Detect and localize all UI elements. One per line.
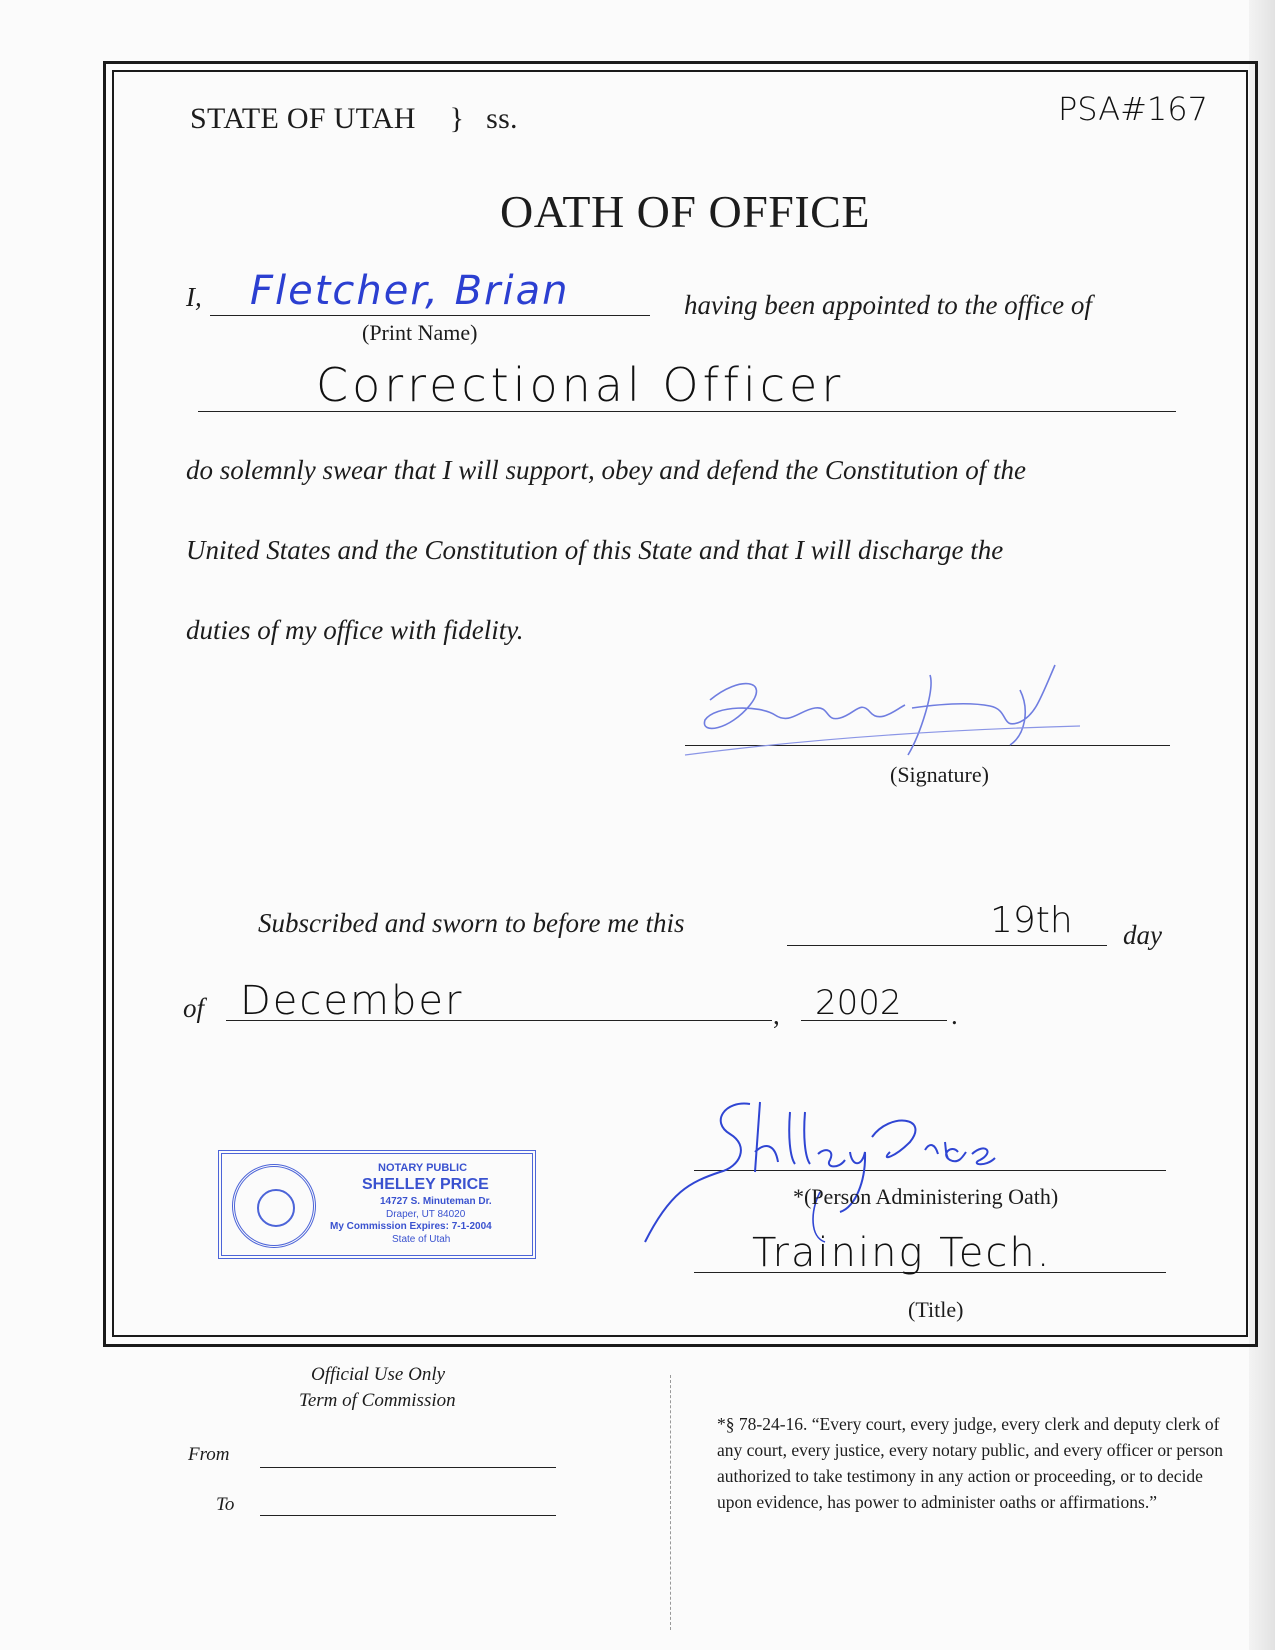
- divider: [670, 1375, 671, 1630]
- from-line: [260, 1467, 556, 1468]
- term-of-commission: Term of Commission: [299, 1390, 456, 1411]
- state-heading: [190, 102, 518, 136]
- oath-line-2: United States and the Constitution of this State and that I will discharge the: [186, 535, 1004, 565]
- name-line: [210, 315, 650, 316]
- administrator-signature: [640, 1092, 1060, 1252]
- month-handwritten: December: [240, 978, 464, 1024]
- ss-mark: ss.: [486, 102, 518, 135]
- stamp-city: Draper, UT 84020: [386, 1209, 466, 1220]
- signature-caption: (Signature): [890, 762, 989, 787]
- to-line: [260, 1515, 556, 1516]
- print-name-caption: (Print Name): [362, 320, 478, 345]
- file-number: PSA#167: [1058, 90, 1208, 128]
- statute-footnote: *§ 78-24-16. “Every court, every judge, every clerk and deputy clerk of any court, every justice, every notary public, and every officer or person authorized to take testimony in any action or proceeding, or to decide upon evidence, has power to administer oaths or affirmations.”: [717, 1414, 1224, 1512]
- brace: }: [449, 102, 465, 135]
- from-label: From: [188, 1444, 230, 1465]
- stamp-street: 14727 S. Minuteman Dr.: [380, 1196, 492, 1207]
- administrator-caption: *(Person Administering Oath): [793, 1184, 1059, 1209]
- name-handwritten: Fletcher, Brian: [250, 268, 570, 314]
- stamp-name: SHELLEY PRICE: [362, 1176, 489, 1193]
- document-title: OATH OF OFFICE: [500, 186, 870, 237]
- day-handwritten: 19th: [990, 900, 1073, 941]
- notary-stamp: [218, 1150, 536, 1259]
- stamp-heading: NOTARY PUBLIC: [378, 1162, 468, 1174]
- stamp-state: State of Utah: [392, 1234, 451, 1245]
- office-handwritten: Correctional Officer: [316, 358, 845, 412]
- oath-line-3: duties of my office with fidelity.: [186, 615, 524, 645]
- period: .: [951, 1000, 958, 1030]
- i-prefix: I,: [186, 282, 202, 312]
- day-line: [787, 945, 1107, 946]
- year-handwritten: 2002: [815, 983, 902, 1023]
- title-handwritten: Training Tech.: [752, 1230, 1052, 1276]
- subscribed-text: Subscribed and sworn to before me this: [258, 908, 685, 938]
- to-label: To: [216, 1494, 235, 1515]
- state-name: STATE OF UTAH: [190, 102, 416, 135]
- stamp-commission: My Commission Expires: 7-1-2004: [330, 1221, 492, 1232]
- official-use-heading: Official Use Only: [311, 1364, 446, 1385]
- state-seal-icon: [232, 1164, 316, 1248]
- of-word: of: [183, 993, 205, 1023]
- comma: ,: [773, 1000, 780, 1030]
- title-caption: (Title): [908, 1297, 964, 1322]
- day-word: day: [1123, 920, 1162, 950]
- appointed-text: having been appointed to the office of: [684, 290, 1092, 320]
- oath-line-1: do solemnly swear that I will support, obey and defend the Constitution of the: [186, 455, 1026, 485]
- oath-taker-signature: [680, 660, 1100, 770]
